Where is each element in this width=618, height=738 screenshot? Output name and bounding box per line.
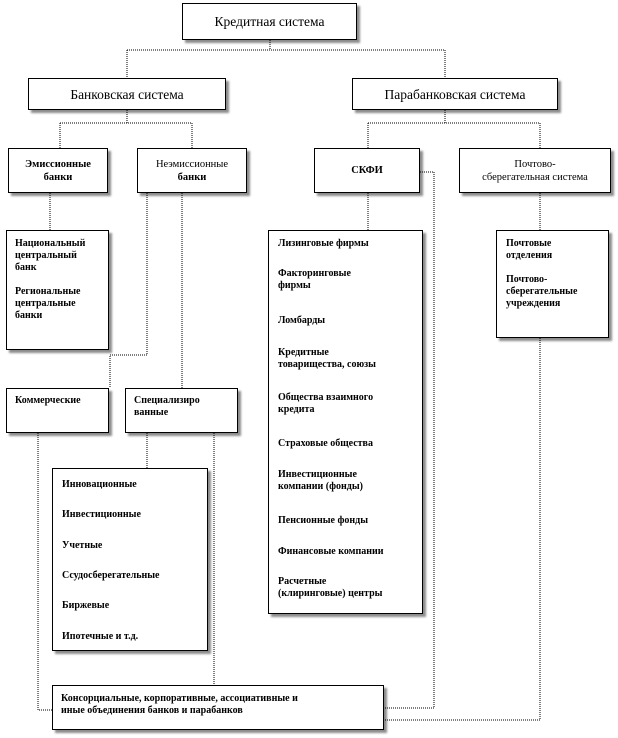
skfi-list-item: Расчетные (клиринговые) центры [278,576,383,599]
central-banks-item: банки [15,310,43,321]
non-emission-banks-box [137,148,247,193]
parabanking-system-box [352,78,558,110]
specialized-list-item: Учетные [62,540,103,551]
postal-list-item: Почтово- [506,274,548,285]
emission-banks-box [8,148,108,193]
specialized-list-item: Ссудосберегательные [62,570,160,581]
central-banks-item: центральные [15,298,76,309]
postal-system-line1: Почтово- [514,158,556,170]
specialized-list-box [52,468,208,651]
specialized-banks-line2: ванные [134,407,169,418]
central-banks-item: центральный [15,250,77,261]
postal-system-line2: сберегательная система [482,171,588,183]
postal-list-box [496,230,609,338]
specialized-list-item: Биржевые [62,600,110,611]
skfi-list-item: Кредитные товарищества, союзы [278,347,376,370]
skfi-list-item: Финансовые компании [278,546,384,557]
central-banks-box [6,230,109,350]
postal-system-box [459,148,611,193]
central-banks-item: банк [15,262,37,273]
banking-system-label: Банковская система [70,86,184,102]
skfi-list-item: Общества взаимного кредита [278,392,374,415]
skfi-list-box [268,230,423,614]
banking-system-box [28,78,226,110]
commercial-banks-label: Коммерческие [15,395,81,406]
central-banks-item: Национальный [15,238,86,249]
postal-list-item: отделения [506,250,553,261]
central-banks-item: Региональные [15,286,81,297]
credit-system-box [182,3,357,40]
skfi-label: СКФИ [351,165,383,176]
commercial-banks-box [6,388,109,433]
postal-list-item: сберегательные [506,286,578,297]
consortium-line2: иные объединения банков и парабанков [61,705,243,716]
emission-banks-line1: Эмиссионные [25,158,91,170]
skfi-list-item: Пенсионные фонды [278,515,368,526]
non-emission-banks-line1: Неэмиссионные [155,158,229,170]
postal-list-item: Почтовые [506,238,552,249]
skfi-list-item: Инвестиционные компании (фонды) [278,469,364,492]
skfi-box [314,148,420,193]
connector-commercial-consortium [38,433,52,710]
connector-parabanking-types [368,110,540,148]
skfi-list-item: Факторинговые фирмы [278,268,351,291]
connector-nonemission-commercial [110,193,147,388]
skfi-list-item: Ломбарды [278,315,326,326]
connector-banking-types [60,110,192,148]
skfi-list-item: Лизинговые фирмы [278,238,369,249]
postal-list-item: учреждения [506,298,561,309]
consortium-line1: Консорциальные, корпоративные, ассоциативные и [61,693,298,704]
specialized-banks-box [125,388,238,433]
emission-banks-line2: банки [43,171,73,183]
specialized-list-item: Ипотечные и т.д. [62,631,139,642]
specialized-list-item: Инновационные [62,479,137,490]
parabanking-system-label: Парабанковская система [384,86,526,102]
credit-system-label: Кредитная система [214,14,325,29]
specialized-banks-line1: Специализиро [134,395,200,406]
non-emission-banks-line2: банки [177,171,207,183]
skfi-list-item: Страховые общества [278,438,373,449]
connector-root-systems [127,40,445,78]
consortium-box [52,685,384,730]
specialized-list-item: Инвестиционные [62,509,141,520]
